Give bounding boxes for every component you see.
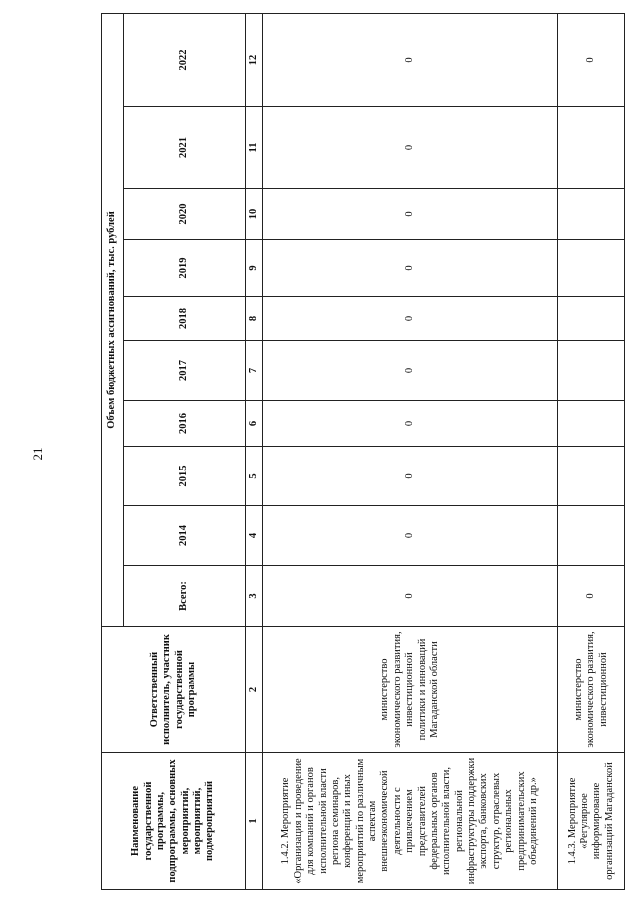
column-number: 6 (246, 401, 263, 447)
row-value (558, 107, 625, 189)
header-year-2018: 2018 (124, 297, 246, 341)
row-executor: министерство экономического развития, инвестиционной политики и инноваций Магаданской области (263, 627, 558, 753)
column-number: 4 (246, 506, 263, 566)
column-number: 5 (246, 447, 263, 506)
row-value: 0 (263, 566, 558, 627)
row-value: 0 (263, 189, 558, 240)
row-value (558, 189, 625, 240)
row-value: 0 (263, 107, 558, 189)
row-value: 0 (263, 13, 558, 106)
header-year-2021: 2021 (124, 107, 246, 189)
table-row (558, 13, 625, 889)
header-year-2014: 2014 (124, 506, 246, 566)
column-number: 8 (246, 297, 263, 341)
row-value: 0 (558, 13, 625, 106)
row-value (558, 506, 625, 566)
row-value (558, 297, 625, 341)
row-value: 0 (263, 401, 558, 447)
row-value: 0 (558, 566, 625, 627)
row-value (558, 401, 625, 447)
rotated-page-content (101, 14, 624, 890)
column-number: 3 (246, 566, 263, 627)
row-name: 1.4.2. Мероприятие «Организация и проведение для компаний и органов исполнительной власти региона семинаров, конференций и иных мероприятий по различным аспектам внешнеэкономической деятельности с привлечением представителей федеральных органов исполнительной власти, региональной инфраструктуры поддержки экспорта, банковских структур, отраслевых региональных предпринимательских объединений и др.» (263, 753, 558, 890)
header-year-2016: 2016 (124, 401, 246, 447)
header-name: Наименование государственной программы, подпрограммы, основных мероприятий, мероприятий, подмероприятий (102, 753, 246, 890)
row-value: 0 (263, 506, 558, 566)
column-number: 1 (246, 753, 263, 890)
column-number: 11 (246, 107, 263, 189)
budget-table (101, 13, 625, 890)
column-number: 10 (246, 189, 263, 240)
page-number: 21 (30, 447, 45, 461)
header-year-2022: 2022 (124, 13, 246, 106)
header-budget-volume: Объем бюджетных ассигнований, тыс. рублей (102, 13, 124, 626)
header-year-2019: 2019 (124, 240, 246, 297)
column-number-row (246, 13, 263, 889)
column-number: 9 (246, 240, 263, 297)
table-row (263, 13, 558, 889)
row-value: 0 (263, 240, 558, 297)
row-value (558, 341, 625, 401)
column-number: 12 (246, 13, 263, 106)
row-name: 1.4.3. Мероприятие «Регулярное информирование организаций Магаданской (558, 753, 625, 890)
row-value: 0 (263, 297, 558, 341)
column-number: 7 (246, 341, 263, 401)
row-value (558, 447, 625, 506)
column-number: 2 (246, 627, 263, 753)
header-year-2020: 2020 (124, 189, 246, 240)
header-executor: Ответственный исполнитель, участник государственной программы (102, 627, 246, 753)
header-year-2017: 2017 (124, 341, 246, 401)
row-value: 0 (263, 341, 558, 401)
row-value: 0 (263, 447, 558, 506)
header-year-2015: 2015 (124, 447, 246, 506)
header-total: Всего: (124, 566, 246, 627)
row-value (558, 240, 625, 297)
row-executor: министерство экономического развития, инвестиционной (558, 627, 625, 753)
